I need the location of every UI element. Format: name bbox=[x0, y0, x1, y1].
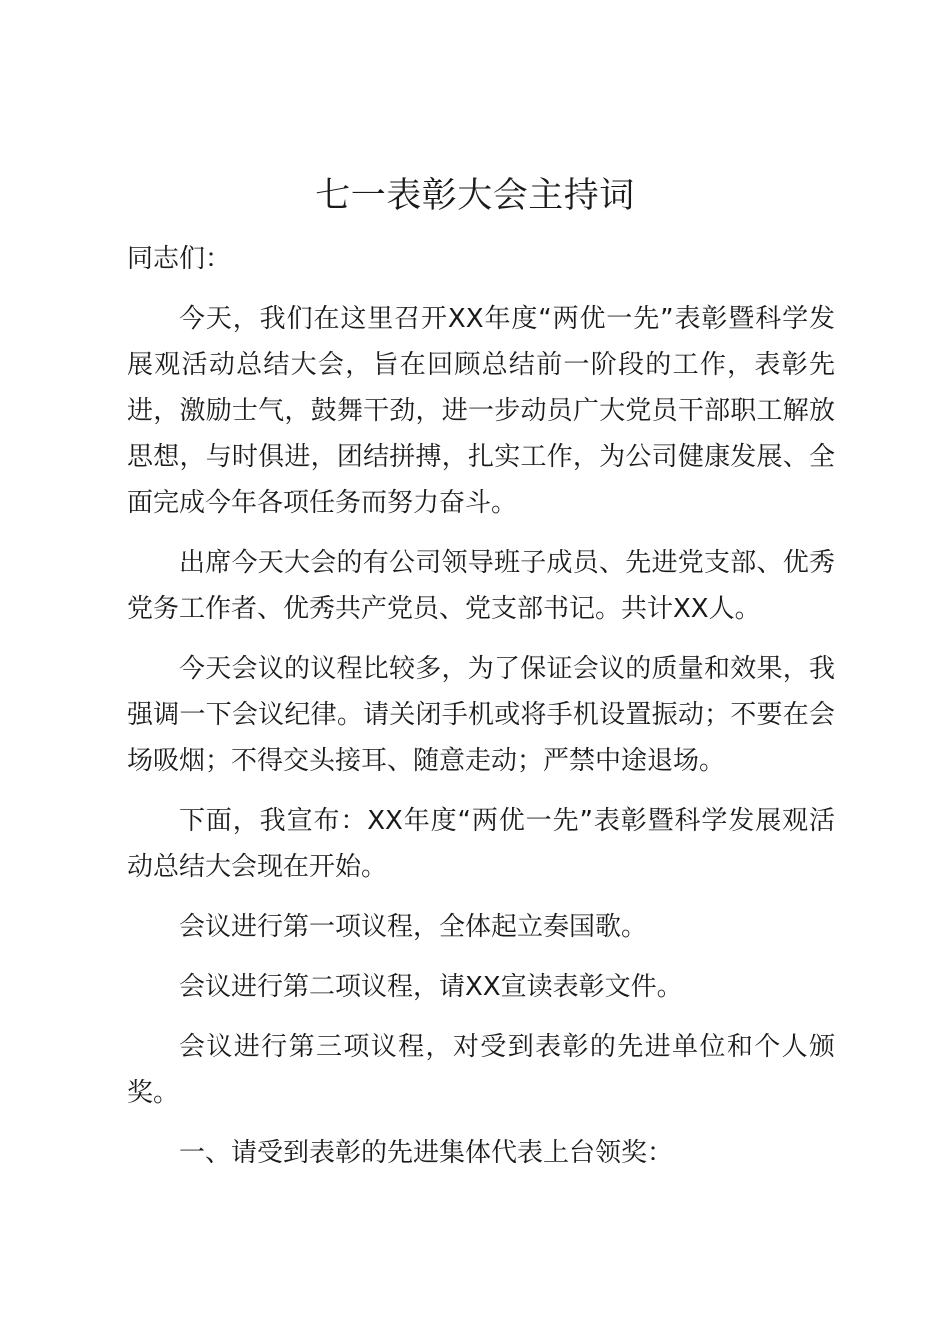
greeting: 同志们： bbox=[127, 244, 232, 274]
document-title: 七一表彰大会主持词 bbox=[315, 176, 635, 216]
agenda-item-1: 会议进行第一项议程，全体起立奏国歌。 bbox=[179, 912, 648, 942]
paragraph-opening: 今天，我们在这里召开XX年度“两优一先”表彰暨科学发展观活动总结大会，旨在回顾总结前一阶段的工作，表彰先进，激励士气，鼓舞干劲，进一步动员广大党员干部职工解放思想，与时俱进，团结拼搏，扎实工作，为公司健康发展、全面完成今年各项任务而努力奋斗。 bbox=[127, 304, 835, 518]
agenda-item-3: 会议进行第三项议程，对受到表彰的先进单位和个人颁奖。 bbox=[127, 1032, 835, 1108]
document-body bbox=[127, 236, 835, 1190]
award-section-heading: 一、请受到表彰的先进集体代表上台领奖： bbox=[179, 1138, 674, 1168]
paragraph-attendees: 出席今天大会的有公司领导班子成员、先进党支部、优秀党务工作者、优秀共产党员、党支部书记。共计XX人。 bbox=[127, 548, 835, 624]
paragraph-announcement: 下面，我宣布：XX年度“两优一先”表彰暨科学发展观活动总结大会现在开始。 bbox=[127, 806, 835, 882]
agenda-item-2: 会议进行第二项议程，请XX宣读表彰文件。 bbox=[179, 972, 683, 1002]
paragraph-discipline: 今天会议的议程比较多，为了保证会议的质量和效果，我强调一下会议纪律。请关闭手机或将手机设置振动；不要在会场吸烟；不得交头接耳、随意走动；严禁中途退场。 bbox=[127, 654, 835, 776]
